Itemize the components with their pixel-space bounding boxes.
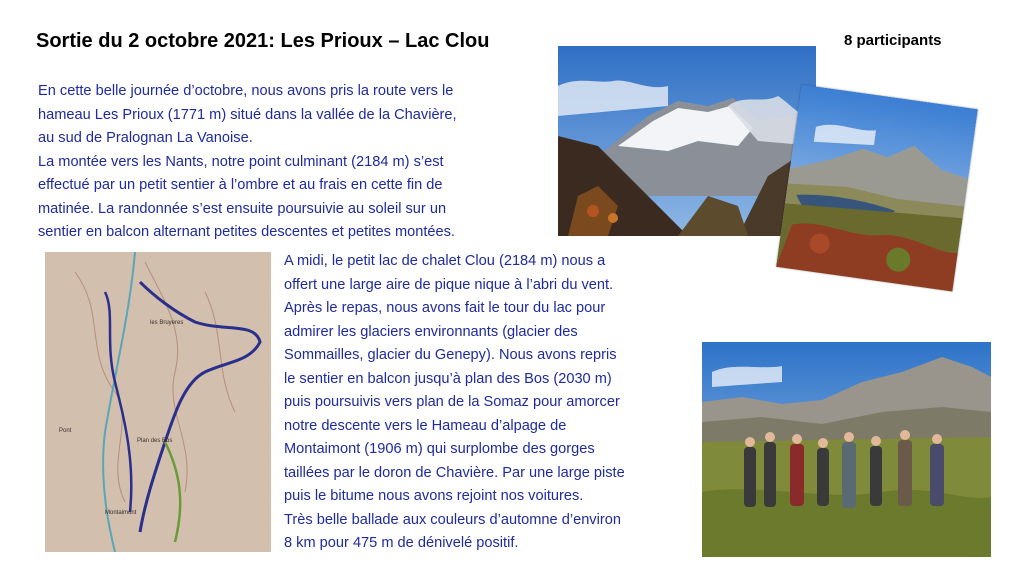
text-line: Après le repas, nous avons fait le tour du lac pour [284,300,606,316]
text-line: Très belle ballade aux couleurs d’automne d’environ [284,511,621,528]
participants-count: 8 participants [844,32,942,49]
text-line: En cette belle journée d’octobre, nous avons pris la route vers le [38,83,454,99]
page-title: Sortie du 2 octobre 2021: Les Prioux – Lac Clou [36,30,490,52]
text-line: offert une large aire de pique nique à l’abri du vent. [284,276,614,293]
text-line: Montaimont (1906 m) qui surplombe des gorges [284,441,595,457]
photo-lac-clou [776,85,978,292]
text-line: notre descente vers le Hameau d’alpage de [284,417,567,434]
text-line: puis poursuivis vers plan de la Somaz pour amorcer [284,394,620,410]
map-label-montaimont: Montaimont [105,510,137,516]
map-label-bruyeres: les Bruyeres [150,320,184,326]
photo-glacier-mountains [558,46,816,236]
text-line: A midi, le petit lac de chalet Clou (2184 m) nous a [284,253,606,269]
map-label-plan-des-bos: Plan des Bos [137,438,173,444]
text-line: admirer les glaciers environnants (glacier des [284,323,578,340]
text-line: au sud de Pralognan La Vanoise. [38,130,253,146]
text-line: hameau Les Prioux (1771 m) situé dans la vallée de la Chavière, [38,106,457,123]
body-paragraph [284,250,625,556]
intro-paragraph [38,80,457,245]
map-label-pont: Pont [59,428,72,434]
route-map [45,252,271,552]
text-line: puis le bitume nous avons rejoint nos voitures. [284,488,584,504]
text-line: 8 km pour 475 m de dénivelé positif. [284,535,519,551]
text-line: La montée vers les Nants, notre point culminant (2184 m) s’est [38,153,444,170]
photo-group [702,342,991,557]
text-line: taillées par le doron de Chavière. Par une large piste [284,464,625,481]
text-line: effectué par un petit sentier à l’ombre et au frais en cette fin de [38,177,443,193]
text-line: Sommailles, glacier du Genepy). Nous avons repris [284,347,617,363]
text-line: sentier en balcon alternant petites descentes et petites montées. [38,224,455,240]
text-line: matinée. La randonnée s’est ensuite poursuivie au soleil sur un [38,200,447,217]
text-line: le sentier en balcon jusqu’à plan des Bos (2030 m) [284,370,612,387]
